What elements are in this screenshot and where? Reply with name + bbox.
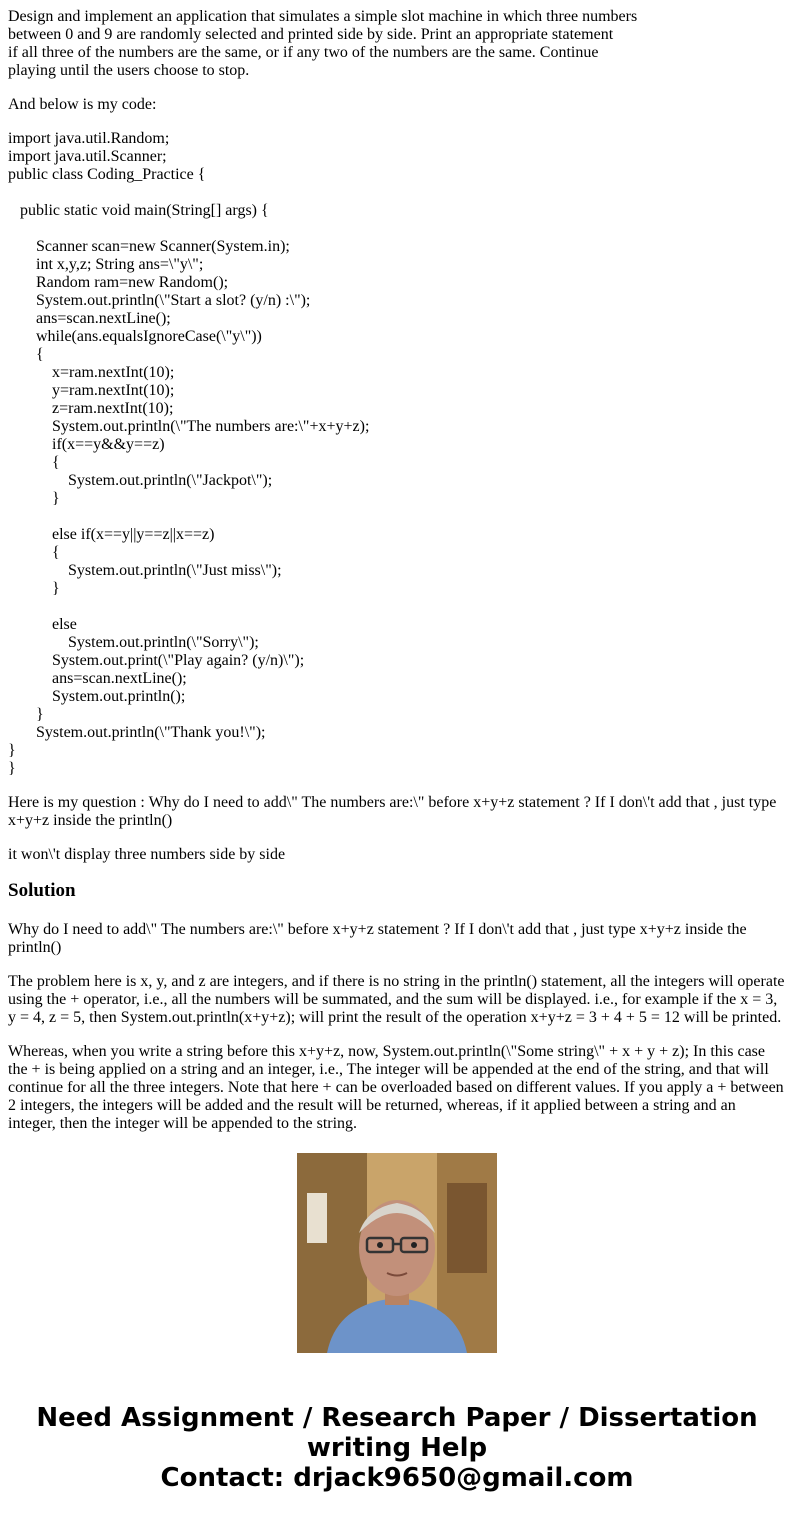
solution-question: Why do I need to add\" The numbers are:\" before x+y+z statement ? If I don\'t add that , just type x+y+z inside the println() — [8, 921, 747, 956]
code-line — [8, 598, 786, 616]
code-line: System.out.println(\"Start a slot? (y/n) :\"); — [8, 292, 311, 309]
code-line: while(ans.equalsIgnoreCase(\"y\")) — [8, 328, 262, 345]
code-line: ans=scan.nextLine(); — [8, 670, 187, 687]
footer-line: Need Assignment / Research Paper / Dissertation — [36, 1403, 758, 1433]
code-line: { — [8, 544, 60, 561]
question-line: playing until the users choose to stop. — [8, 62, 250, 79]
code-line: } — [8, 760, 16, 777]
code-line: { — [8, 454, 60, 471]
code-line: System.out.print(\"Play again? (y/n)\"); — [8, 652, 305, 669]
solution-heading: Solution — [8, 880, 76, 901]
code-line: } — [8, 580, 60, 597]
code-line — [8, 508, 786, 526]
followup-text: it won\'t display three numbers side by side — [8, 846, 286, 863]
document-content — [8, 8, 786, 1132]
code-line — [8, 220, 786, 238]
code-line: ans=scan.nextLine(); — [8, 310, 171, 327]
question-line: Design and implement an application that simulates a simple slot machine in which three numbers — [8, 8, 638, 25]
code-line: System.out.println(); — [8, 688, 186, 705]
code-line: System.out.println(\"Just miss\"); — [8, 562, 282, 579]
code-block — [8, 130, 786, 778]
footer-contact: Contact: drjack9650@gmail.com — [160, 1463, 634, 1493]
code-line: Scanner scan=new Scanner(System.in); — [8, 238, 290, 255]
solution-paragraph: Whereas, when you write a string before this x+y+z, now, System.out.println(\"Some string\" + x + y + z); In this case the + is being applied on a string and an integer, i.e., The integer will be appended at the end of the string, and that will continue for all the three integers. Note that here + can be overloaded based on different values. If you apply a + between 2 integers, the integers will be added and the result will be returned, whereas, if it applied between a string and an integer, then the integer will be appended to the string. — [8, 1043, 784, 1132]
code-line: else if(x==y||y==z||x==z) — [8, 526, 215, 543]
portrait-image — [297, 1153, 497, 1353]
code-line: z=ram.nextInt(10); — [8, 400, 174, 417]
code-line: if(x==y&&y==z) — [8, 436, 165, 453]
code-line: } — [8, 490, 60, 507]
code-line: import java.util.Random; — [8, 130, 170, 147]
code-line: System.out.println(\"Sorry\"); — [8, 634, 259, 651]
my-question: Here is my question : Why do I need to add\" The numbers are:\" before x+y+z statement ? If I don\'t add that , just type x+y+z inside the println() — [8, 794, 777, 829]
code-line: else — [8, 616, 77, 633]
code-line: public static void main(String[] args) { — [8, 202, 269, 219]
code-line: y=ram.nextInt(10); — [8, 382, 175, 399]
code-intro: And below is my code: — [8, 96, 157, 113]
code-line: System.out.println(\"Jackpot\"); — [8, 472, 273, 489]
question-line: if all three of the numbers are the same, or if any two of the numbers are the same. Continue — [8, 44, 599, 61]
author-photo — [297, 1153, 497, 1353]
solution-paragraph: The problem here is x, y, and z are integers, and if there is no string in the println() statement, all the integers will operate using the + operator, i.e., all the numbers will be summated, and the sum will be displayed. i.e., for example if the x = 3, y = 4, z = 5, then System.out.println(x+y+z); will print the result of the operation x+y+z = 3 + 4 + 5 = 12 will be printed. — [8, 973, 785, 1026]
code-line: import java.util.Scanner; — [8, 148, 167, 165]
code-line: Random ram=new Random(); — [8, 274, 229, 291]
code-line: } — [8, 706, 44, 723]
code-line — [8, 184, 786, 202]
footer-line: writing Help — [306, 1433, 488, 1463]
code-line: System.out.println(\"Thank you!\"); — [8, 724, 266, 741]
code-line: System.out.println(\"The numbers are:\"+x+y+z); — [8, 418, 370, 435]
code-line: public class Coding_Practice { — [8, 166, 206, 183]
code-line: { — [8, 346, 44, 363]
footer-banner — [0, 1403, 794, 1493]
question-text — [8, 8, 786, 80]
code-line: int x,y,z; String ans=\"y\"; — [8, 256, 204, 273]
code-line: x=ram.nextInt(10); — [8, 364, 175, 381]
question-line: between 0 and 9 are randomly selected and printed side by side. Print an appropriate statement — [8, 26, 614, 43]
code-line: } — [8, 742, 16, 759]
